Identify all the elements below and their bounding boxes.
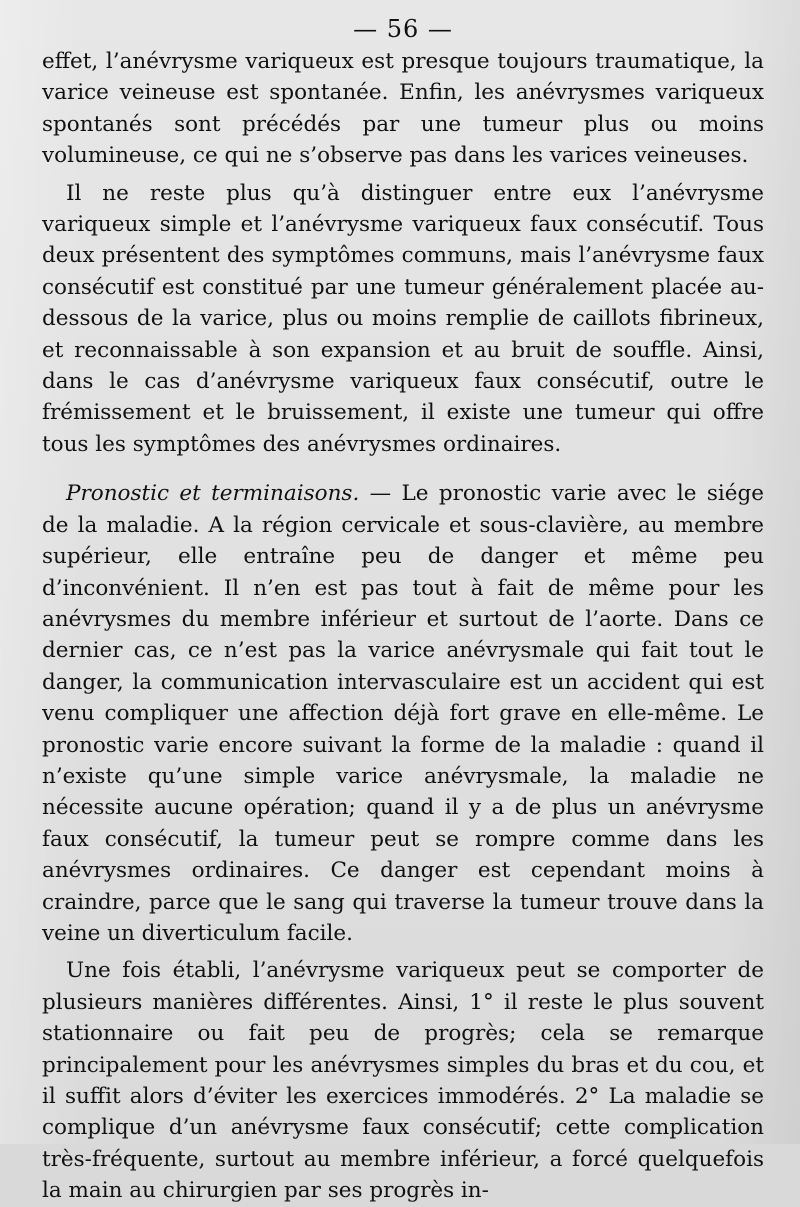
section-heading-pronostic: Pronostic et terminaisons. <box>66 481 360 507</box>
paragraph-2 <box>42 178 764 461</box>
body-text <box>42 46 764 1207</box>
paragraph-3-text: — Le pronostic varie avec le siége de la maladie. A la région cervicale et sous-clavière, au membre supérieur, elle entraîne peu de danger et même peu d’inconvénient. Il n’en est pas tout à fait de même pour les anévrysmes du membre inférieur et surtout de l’aorte. Dans ce dernier cas, ce n’est pas la varice anévrysmale qui fait tout le danger, la communication intervasculaire est un accident qui est venu compliquer une affection déjà fort grave en elle-même. Le pronostic varie encore suivant la forme de la maladie : quand il n’existe qu’une simple varice anévrysmale, la maladie ne nécessite aucune opération; quand il y a de plus un anévrysme faux consécutif, la tumeur peut se rompre comme dans les anévrysmes ordinaires. Ce danger est cependant moins à craindre, parce que le sang qui traverse la tumeur trouve dans la veine un diverticulum facile. <box>42 481 764 946</box>
paragraph-2-text: Il ne reste plus qu’à distinguer entre eux l’anévrysme variqueux simple et l’anévrysme variqueux faux consécutif. Tous deux présentent des symptômes communs, mais l’anévrysme faux consécutif est constitué par une tumeur généralement placée au-dessous de la varice, plus ou moins remplie de caillots fibrineux, et reconnaissable à son expansion et au bruit de souffle. Ainsi, dans le cas d’anévrysme variqueux faux consécutif, outre le frémissement et le bruissement, il existe une tumeur qui offre tous les symptômes des anévrysmes ordinaires. <box>42 180 764 457</box>
paragraph-4-text: Une fois établi, l’anévrysme variqueux peut se comporter de plusieurs manières différentes. Ainsi, 1° il reste le plus souvent stationnaire ou fait peu de progrès; cela se remarque principalement pour les anévrysmes simples du bras et du cou, et il suffit alors d’éviter les exercices immodérés. 2° La maladie se complique d’un anévrysme faux consécutif; cette complication très-fréquente, surtout au membre inférieur, a forcé quelquefois la main au chirurgien par ses progrès in- <box>42 958 764 1204</box>
paragraph-1-text: effet, l’anévrysme variqueux est presque toujours traumatique, la varice veineuse est spontanée. Enfin, les anévrysmes variqueux spontanés sont précédés par une tumeur plus ou moins volumineuse, ce qui ne s’observe pas dans les varices veineuses. <box>42 49 764 169</box>
section-spacer <box>42 466 764 478</box>
paragraph-1 <box>42 46 764 172</box>
page-number: — 56 — <box>353 15 453 43</box>
paragraph-3 <box>42 478 764 949</box>
paragraph-4 <box>42 955 764 1206</box>
